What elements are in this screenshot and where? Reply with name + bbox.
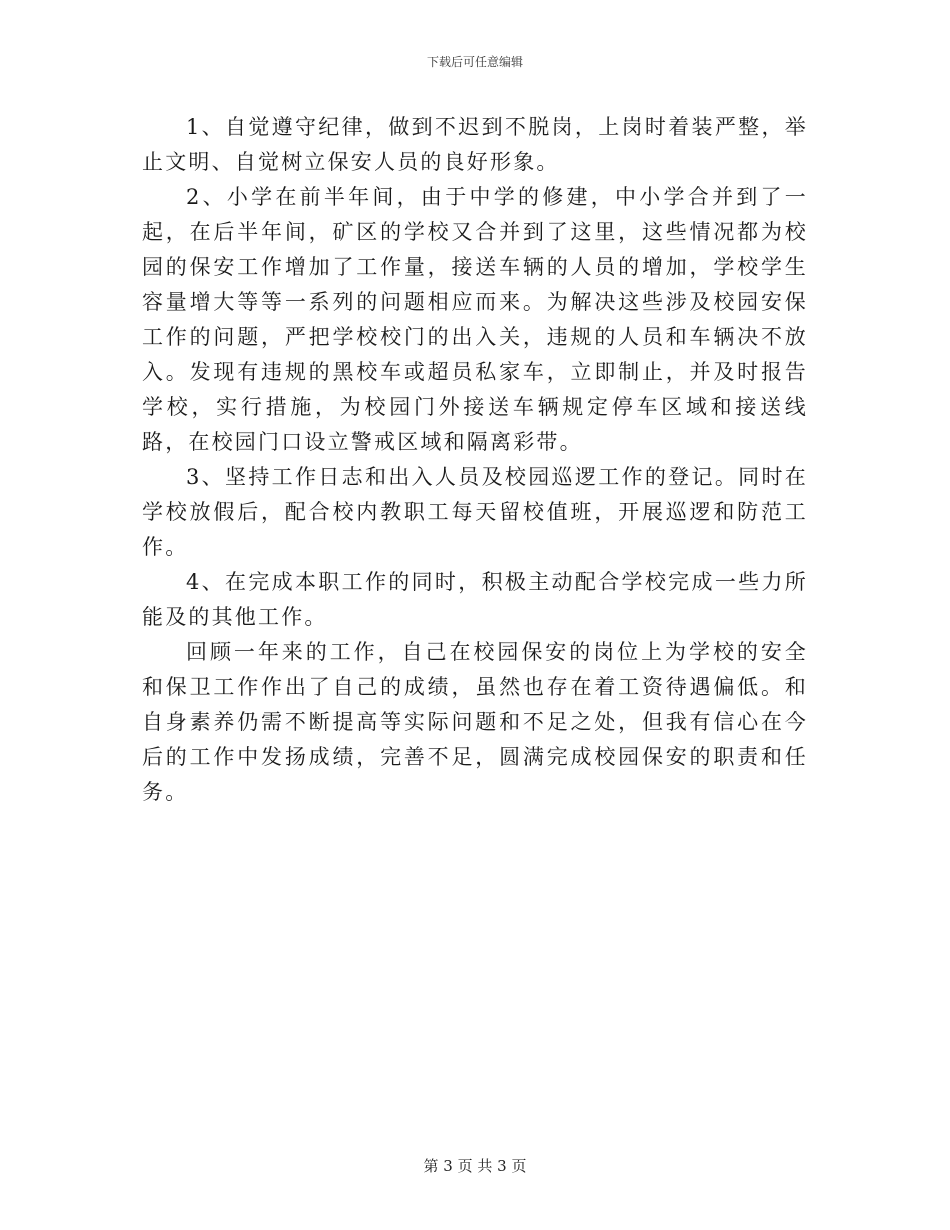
paragraph-item-4: 4、在完成本职工作的同时，积极主动配合学校完成一些力所能及的其他工作。: [142, 570, 808, 629]
document-body: [142, 110, 808, 810]
paragraph-summary: 回顾一年来的工作，自己在校园保安的岗位上为学校的安全和保卫工作作出了自己的成绩，虽然也存在着工资待遇偏低。和自身素养仍需不断提高等实际问题和不足之处，但我有信心在今后的工作中发扬成绩，完善不足，圆满完成校园保安的职责和任务。: [142, 640, 808, 804]
page-header-note: 下载后可任意编辑: [426, 55, 523, 69]
paragraph-item-3: 3、坚持工作日志和出入人员及校园巡逻工作的登记。同时在学校放假后，配合校内教职工每天留校值班，开展巡逻和防范工作。: [142, 465, 808, 559]
paragraph-item-2: 2、小学在前半年间，由于中学的修建，中小学合并到了一起，在后半年间，矿区的学校又合并到了这里，这些情况都为校园的保安工作增加了工作量，接送车辆的人员的增加，学校学生容量增大等等一系列的问题相应而来。为解决这些涉及校园安保工作的问题，严把学校校门的出入关，违规的人员和车辆决不放入。发现有违规的黑校车或超员私家车，立即制止，并及时报告学校，实行措施，为校园门外接送车辆规定停车区域和接送线路，在校园门口设立警戒区域和隔离彩带。: [142, 185, 808, 454]
paragraph-item-1: 1、自觉遵守纪律，做到不迟到不脱岗，上岗时着装严整，举止文明、自觉树立保安人员的良好形象。: [142, 115, 808, 174]
page-number-footer: 第 3 页 共 3 页: [423, 1157, 527, 1175]
